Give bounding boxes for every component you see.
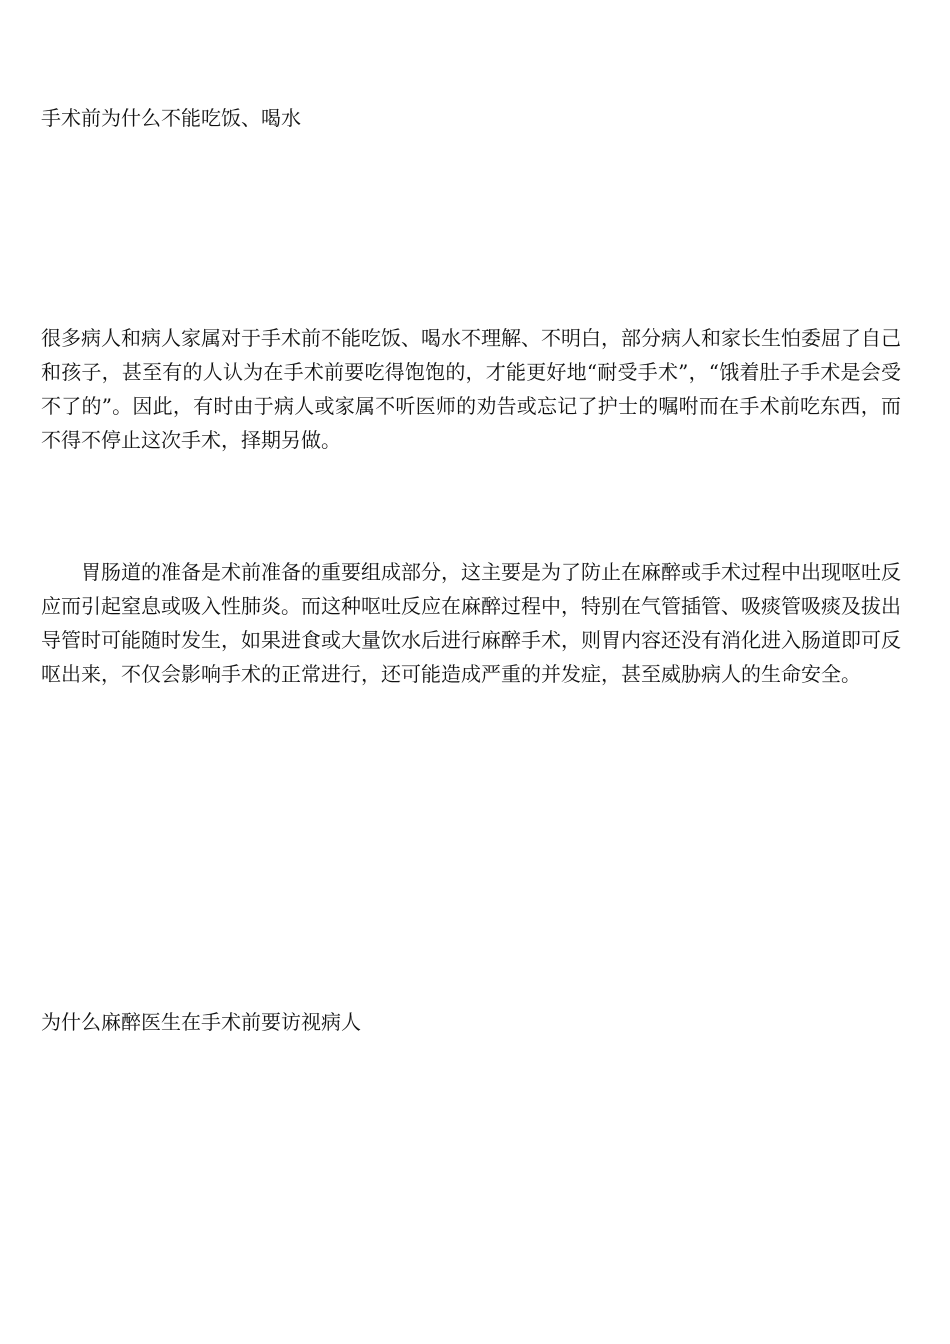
paragraph-misunderstanding: 很多病人和病人家属对于手术前不能吃饭、喝水不理解、不明白，部分病人和家长生怕委屈了自己和孩子，甚至有的人认为在手术前要吃得饱饱的，才能更好地“耐受手术”，“饿着肚子手术是会受不了的”。因此，有时由于病人或家属不听医师的劝告或忘记了护士的嘱咐而在手术前吃东西，而不得不停止这次手术，择期另做。 <box>41 326 901 452</box>
section-heading-fasting: 手术前为什么不能吃饭、喝水 <box>41 106 301 130</box>
section-heading-anesthesia-visit: 为什么麻醉医生在手术前要访视病人 <box>41 1010 361 1034</box>
paragraph-gi-preparation: 胃肠道的准备是术前准备的重要组成部分，这主要是为了防止在麻醉或手术过程中出现呕吐反应而引起窒息或吸入性肺炎。而这种呕吐反应在麻醉过程中，特别在气管插管、吸痰管吸痰及拔出导管时可能随时发生，如果进食或大量饮水后进行麻醉手术，则胃内容还没有消化进入肠道即可反呕出来，不仅会影响手术的正常进行，还可能造成严重的并发症，甚至威胁病人的生命安全。 <box>41 560 901 686</box>
